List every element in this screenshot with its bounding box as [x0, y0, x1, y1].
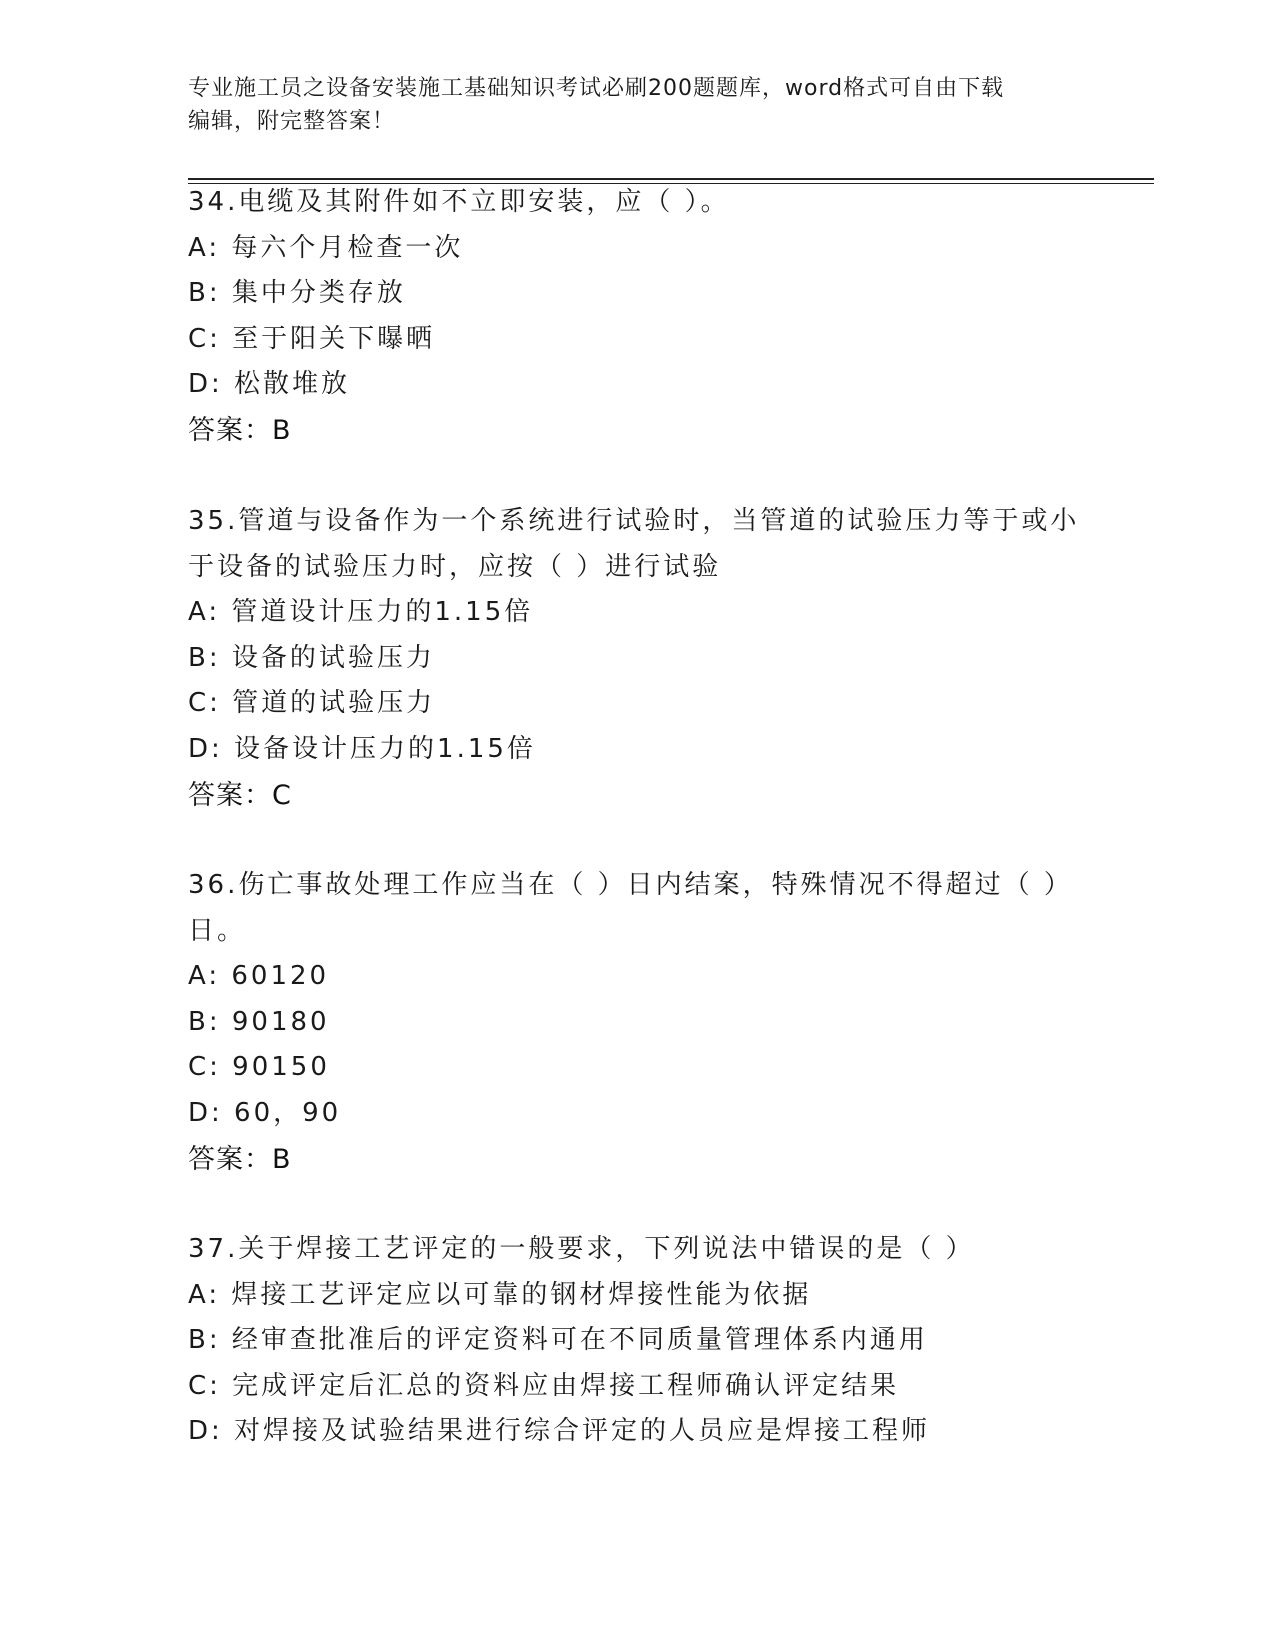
question-stem: 36.伤亡事故处理工作应当在（ ）日内结案，特殊情况不得超过（ ） — [188, 870, 1073, 900]
document-header — [188, 72, 1068, 138]
option-c: C: 完成评定后汇总的资料应由焊接工程师确认评定结果 — [188, 1370, 900, 1401]
option-b: B: 经审查批准后的评定资料可在不同质量管理体系内通用 — [188, 1325, 928, 1356]
question-37 — [188, 1227, 1088, 1455]
option-d: D: 设备设计压力的1.15倍 — [188, 733, 536, 764]
question-stem: 34.电缆及其附件如不立即安装，应（ ）。 — [188, 187, 730, 217]
answer-label: 答案：B — [188, 414, 292, 446]
option-c: C: 管道的试验压力 — [188, 688, 436, 719]
answer-label: 答案：C — [188, 779, 292, 811]
header-title-line-1: 专业施工员之设备安装施工基础知识考试必刷200题题库，word格式可自由下载 — [188, 76, 1005, 101]
option-a: A: 焊接工艺评定应以可靠的钢材焊接性能为依据 — [188, 1279, 812, 1310]
question-stem: 37.关于焊接工艺评定的一般要求，下列说法中错误的是（ ） — [188, 1234, 975, 1264]
question-35 — [188, 499, 1088, 818]
option-a: A: 管道设计压力的1.15倍 — [188, 597, 534, 628]
question-34 — [188, 180, 1088, 454]
question-stem-continued: 日。 — [188, 915, 247, 946]
option-c: C: 90150 — [188, 1052, 330, 1083]
option-c: C: 至于阳关下曝晒 — [188, 323, 436, 354]
option-d: D: 松散堆放 — [188, 369, 351, 400]
question-stem: 35.管道与设备作为一个系统进行试验时，当管道的试验压力等于或小 — [188, 506, 1080, 536]
option-a: A: 每六个月检查一次 — [188, 232, 464, 263]
option-b: B: 设备的试验压力 — [188, 642, 435, 673]
option-b: B: 90180 — [188, 1006, 330, 1037]
answer-label: 答案：B — [188, 1143, 292, 1175]
question-36 — [188, 863, 1088, 1182]
option-a: A: 60120 — [188, 961, 330, 992]
option-d: D: 对焊接及试验结果进行综合评定的人员应是焊接工程师 — [188, 1416, 931, 1447]
question-stem-continued: 于设备的试验压力时，应按（ ）进行试验 — [188, 551, 722, 582]
option-b: B: 集中分类存放 — [188, 278, 406, 309]
header-title-line-2: 编辑，附完整答案！ — [188, 109, 396, 134]
option-d: D: 60，90 — [188, 1097, 342, 1128]
